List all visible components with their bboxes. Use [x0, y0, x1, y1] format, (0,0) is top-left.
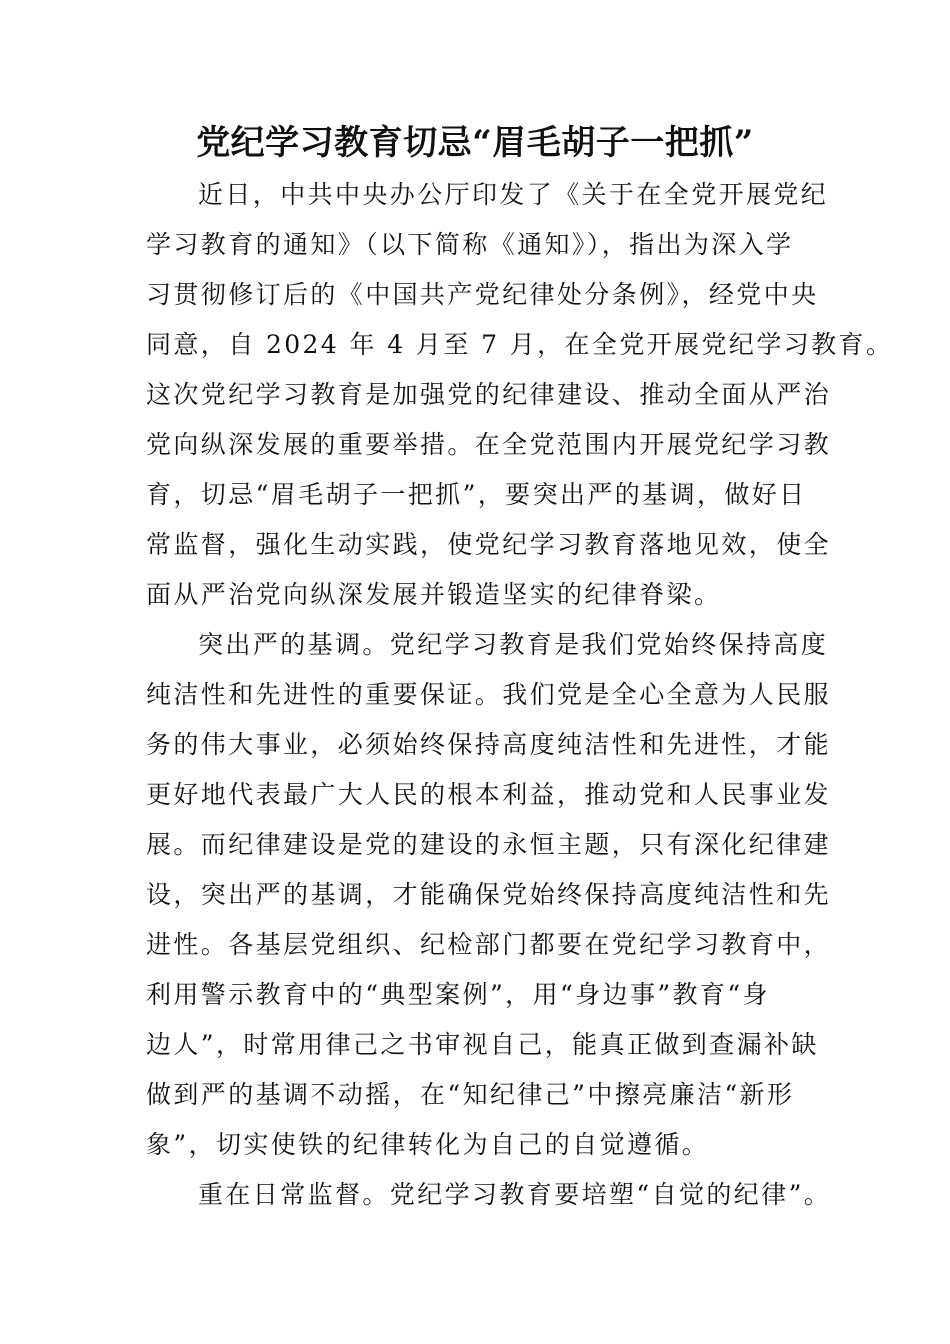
paragraph-1-line-4: 同意，自 2024 年 4 月至 7 月，在全党开展党纪学习教育。: [146, 330, 894, 359]
paragraph-1-line-2: 学习教育的通知》（以下简称《通知》），指出为深入学: [146, 230, 794, 259]
paragraph-2-line-5: 展。而纪律建设是党的建设的永恒主题，只有深化纪律建: [146, 830, 832, 859]
paragraph-2-line-6: 设，突出严的基调，才能确保党始终保持高度纯洁性和先: [146, 880, 832, 909]
paragraph-1-line-6: 党向纵深发展的重要举措。在全党范围内开展党纪学习教: [146, 430, 832, 459]
paragraph-1-line-9: 面从严治党向纵深发展并锻造坚实的纪律脊梁。: [146, 580, 722, 609]
paragraph-2-line-1: 突出严的基调。党纪学习教育是我们党始终保持高度: [198, 630, 829, 659]
paragraph-1-line-1: 近日，中共中央办公厅印发了《关于在全党开展党纪: [198, 180, 829, 209]
paragraph-2-line-4: 更好地代表最广大人民的根本利益，推动党和人民事业发: [146, 780, 832, 809]
paragraph-2-line-3: 务的伟大事业，必须始终保持高度纯洁性和先进性，才能: [146, 730, 832, 759]
paragraph-1-line-5: 这次党纪学习教育是加强党的纪律建设、推动全面从严治: [146, 380, 832, 409]
paragraph-2-line-7: 进性。各基层党组织、纪检部门都要在党纪学习教育中，: [146, 930, 832, 959]
paragraph-1-line-3: 习贯彻修订后的《中国共产党纪律处分条例》，经党中央: [146, 280, 819, 309]
document-body: [146, 170, 894, 1220]
paragraph-2-line-10: 做到严的基调不动摇，在“知纪律己”中擦亮廉洁“新形: [146, 1080, 795, 1109]
paragraph-2-line-8: 利用警示教育中的“典型案例”，用“身边事”教育“身: [146, 980, 770, 1009]
paragraph-1-line-8: 常监督，强化生动实践，使党纪学习教育落地见效，使全: [146, 530, 832, 559]
paragraph-3-line-1: 重在日常监督。党纪学习教育要培塑“自觉的纪律”。: [198, 1180, 832, 1209]
paragraph-2-line-2: 纯洁性和先进性的重要保证。我们党是全心全意为人民服: [146, 680, 832, 709]
document-title: 党纪学习教育切忌“眉毛胡子一把抓”: [196, 123, 754, 163]
paragraph-1-line-7: 育，切忌“眉毛胡子一把抓”，要突出严的基调，做好日: [146, 480, 807, 509]
paragraph-2-line-11: 象”，切实使铁的纪律转化为自己的自觉遵循。: [146, 1130, 710, 1159]
paragraph-2-line-9: 边人”，时常用律己之书审视自己，能真正做到查漏补缺: [146, 1030, 819, 1059]
